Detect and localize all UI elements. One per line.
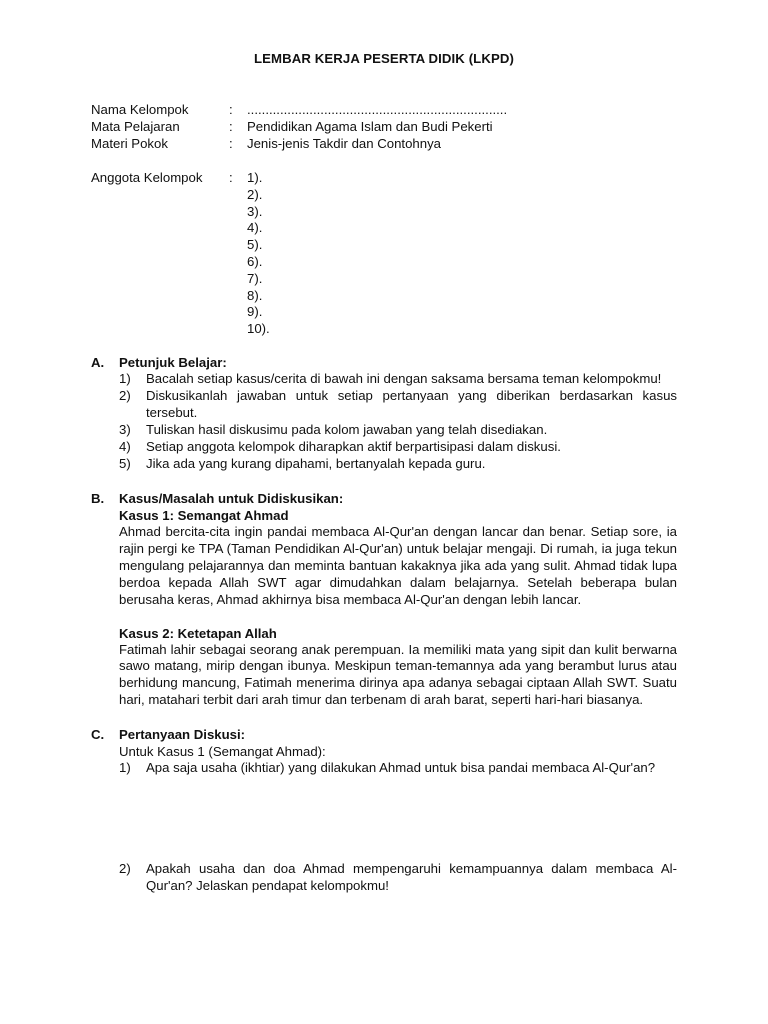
list-item <box>119 388 677 422</box>
identity-row-topic <box>91 135 507 152</box>
list-item <box>119 371 677 388</box>
identity-label: Materi Pokok <box>91 136 168 151</box>
member-slot: 9). <box>247 304 263 320</box>
section-letter: B. <box>91 491 105 506</box>
instruction-list <box>91 371 677 472</box>
colon: : <box>229 170 233 185</box>
identity-row-group-name <box>91 101 507 118</box>
section-instructions <box>91 354 677 472</box>
section-cases <box>91 490 677 709</box>
member-slot: 5). <box>247 237 263 253</box>
case-1 <box>91 507 677 609</box>
case-2 <box>91 625 677 710</box>
item-text: Bacalah setiap kasus/cerita di bawah ini dengan saksama bersama teman kelompokmu! <box>146 371 662 386</box>
member-slot: 10). <box>247 321 270 337</box>
item-text: Tuliskan hasil diskusimu pada kolom jawaban yang telah disediakan. <box>146 421 548 437</box>
member-slot: 7). <box>247 270 263 286</box>
group-name-blank: ....................................................................... <box>247 102 508 117</box>
question-list-1 <box>91 760 677 777</box>
case-title: Kasus 2: Ketetapan Allah <box>119 625 277 641</box>
question-text: Apakah usaha dan doa Ahmad mempengaruhi kemampuannya dalam membaca Al-Qur'an? Jelaskan pendapat kelompokmu! <box>146 861 677 893</box>
identity-row-subject <box>91 118 507 135</box>
question-number: 2) <box>119 861 131 876</box>
group-members-block <box>91 170 270 338</box>
members-label: Anggota Kelompok <box>91 170 203 185</box>
case-text: Fatimah lahir sebagai seorang anak perempuan. Ia memiliki mata yang sipit dan kulit berwarna sawo matang, mirip dengan ibunya. Meskipun teman-temannya ada yang berambut lurus atau berhidung mancung, Fatimah menerima dirinya apa adanya sebagai ciptaan Allah SWT. Suatu hari, matahari terbit dari arah timur dan terbenam di arah barat, seperti hari-hari biasanya. <box>119 641 677 708</box>
member-slot: 6). <box>247 253 263 269</box>
section-discussion-questions <box>91 726 677 777</box>
section-letter: A. <box>91 355 105 370</box>
member-slot: 4). <box>247 220 263 236</box>
identity-label: Mata Pelajaran <box>91 119 180 134</box>
question-intro: Untuk Kasus 1 (Semangat Ahmad): <box>119 744 326 759</box>
case-text: Ahmad bercita-cita ingin pandai membaca Al-Qur'an dengan lancar dan benar. Setiap sore, ia rajin pergi ke TPA (Taman Pendidikan Al-Qur'an) untuk belajar mengaji. Di rumah, ia juga tekun mengulang pelajarannya dan meminta bantuan kakaknya jika ada yang sulit. Ahmad tidak lupa berdoa kepada Allah SWT agar dimudahkan dalam belajarnya. Setelah beberapa bulan berusaha keras, Ahmad akhirnya bisa membaca Al-Qur'an dengan lebih lancar. <box>119 524 677 607</box>
section-letter: C. <box>91 727 105 742</box>
section-title: Petunjuk Belajar: <box>119 355 227 370</box>
identity-block <box>91 101 507 152</box>
question-number: 1) <box>119 760 131 775</box>
item-number: 5) <box>119 455 131 471</box>
member-slot: 8). <box>247 287 263 303</box>
section-title: Kasus/Masalah untuk Didiskusikan: <box>119 491 344 506</box>
section-heading <box>91 490 677 507</box>
item-number: 3) <box>119 421 131 437</box>
section-title: Pertanyaan Diskusi: <box>119 727 246 742</box>
colon: : <box>229 119 233 134</box>
member-slot: 3). <box>247 203 263 219</box>
member-list <box>247 170 270 338</box>
question-list-2 <box>91 861 677 895</box>
subject-value: Pendidikan Agama Islam dan Budi Pekerti <box>247 119 493 134</box>
section-heading <box>91 354 677 371</box>
colon: : <box>229 102 233 117</box>
item-number: 1) <box>119 371 131 386</box>
question-item <box>119 861 677 895</box>
topic-value: Jenis-jenis Takdir dan Contohnya <box>247 136 442 151</box>
colon: : <box>229 136 233 151</box>
question-text: Apa saja usaha (ikhtiar) yang dilakukan Ahmad untuk bisa pandai membaca Al-Qur'an? <box>146 760 656 775</box>
page-title: LEMBAR KERJA PESERTA DIDIK (LKPD) <box>254 51 514 66</box>
list-item <box>119 456 677 473</box>
item-text: Jika ada yang kurang dipahami, bertanyalah kepada guru. <box>146 455 486 471</box>
list-item <box>119 439 677 456</box>
identity-label: Nama Kelompok <box>91 102 189 117</box>
question-2-block <box>91 861 677 895</box>
section-heading <box>91 726 677 743</box>
item-text: Diskusikanlah jawaban untuk setiap pertanyaan yang diberikan berdasarkan kasus tersebut. <box>146 387 677 420</box>
member-slot: 1). <box>247 170 263 185</box>
member-slot: 2). <box>247 186 263 202</box>
item-text: Setiap anggota kelompok diharapkan aktif berpartisipasi dalam diskusi. <box>146 438 561 454</box>
list-item <box>119 422 677 439</box>
item-number: 4) <box>119 438 131 454</box>
item-number: 2) <box>119 387 131 403</box>
case-title: Kasus 1: Semangat Ahmad <box>119 508 289 523</box>
question-item <box>119 760 677 777</box>
